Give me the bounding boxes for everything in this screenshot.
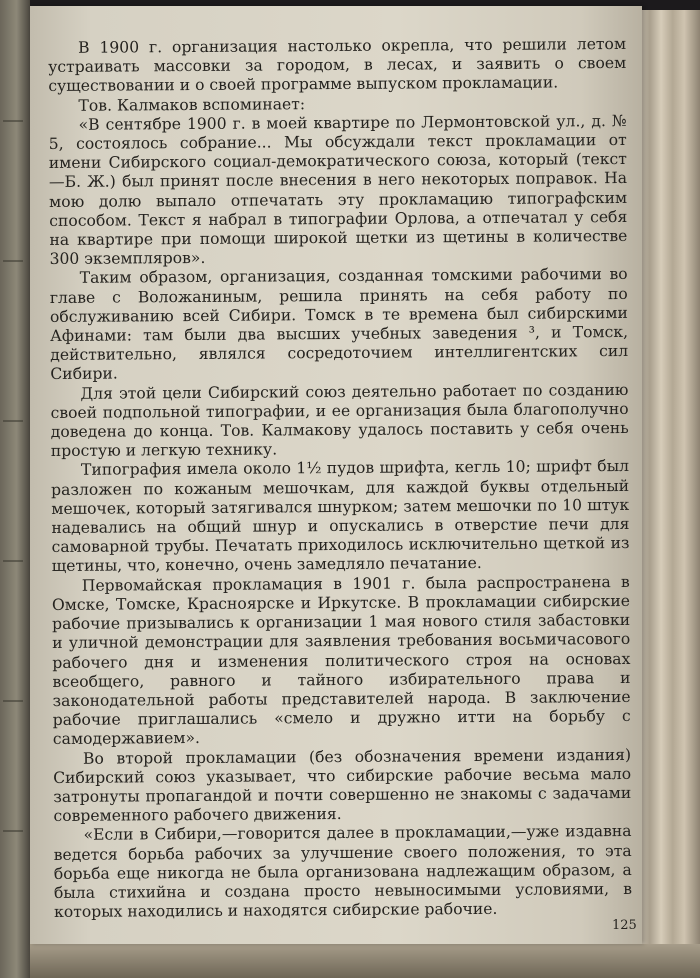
page-text <box>48 35 632 922</box>
page-number: 125 <box>612 918 637 933</box>
paragraph: Тов. Калмаков вспоминает: <box>78 94 306 115</box>
paragraph: Для этой цели Сибирский союз деятельно работает по созданию своей подпольной типографии, и ее организация была благополучно доведена до конца. Тов. Калмакову удалось поставить у себя очень простую и легкую технику. <box>50 380 629 461</box>
adjacent-page-edge <box>0 0 30 978</box>
paragraph: В 1900 г. организация настолько окрепла, что решили летом устраивать массовки за городом, в лесах, и заявить о своем существовании и о своей программе выпуском прокламации. <box>48 34 627 96</box>
paragraph: Во второй прокламации (без обозначения времени издания) Сибирский союз указывает, что сибирские рабочие весьма мало затронуты пропагандой и почти совершенно не знакомы с задачами современного рабочего движения. <box>53 745 632 826</box>
paragraph: Типография имела около 1½ пудов шрифта, кегль 10; шрифт был разложен по кожаным мешочкам, для каждой буквы отдельный мешочек, который затягивался шнурком; затем мешочки по 10 штук надевались на общий шнур и опускались в отверстие печи для самоварной трубы. Печатать приходилось исключительно щеткой из щетины, что, конечно, очень замедляло печатание. <box>51 457 630 576</box>
book-page <box>30 6 642 944</box>
paragraph: Таким образом, организация, созданная томскими рабочими во главе с Воложаниным, решила принять на себя работу по обслуживанию всей Сибири. Томск в те времена был сибирскими Афинами: там были два высших учебных заведения ³, и Томск, действительно, являлся сосредоточием интеллигентских сил Сибири. <box>49 265 629 384</box>
paragraph: Первомайская прокламация в 1901 г. была распространена в Омске, Томске, Красноярске и Иркутске. В прокламации сибирские рабочие призывались к организации 1 мая нового стиля забастовки и уличной демонстрации для заявления требования восьмичасового рабочего дня и изменения политического строя на основах всеобщего, равного и тайного избирательного права и законодательной работы представителей народа. В заключение рабочие приглашались «смело и дружно итти на борьбу с самодержавием». <box>51 572 631 749</box>
quote-paragraph: «Если в Сибири,—говорится далее в прокламации,—уже издавна ведется борьба рабочих за улучшение своего положения, то эта борьба еще никогда не была организована надлежащим образом, а была стихийна и создана просто невыносимыми условиями, в которых находились и находятся сибирские рабочие. <box>53 822 633 922</box>
book-bottom-edge <box>30 944 700 978</box>
quote-paragraph: «В сентябре 1900 г. в моей квартире по Лермонтовской ул., д. № 5, состоялось собрание... Мы обсуждали текст прокламации от имени Сибирского социал-демократического союза, который (текст—Б. Ж.) был принят после внесения в него некоторых поправок. На мою долю выпало отпечатать эту прокламацию типографским способом. Текст я набрал в типографии Орлова, а отпечатал у себя на квартире при помощи широкой щетки из щетины в количестве 300 экземпляров». <box>48 111 628 269</box>
